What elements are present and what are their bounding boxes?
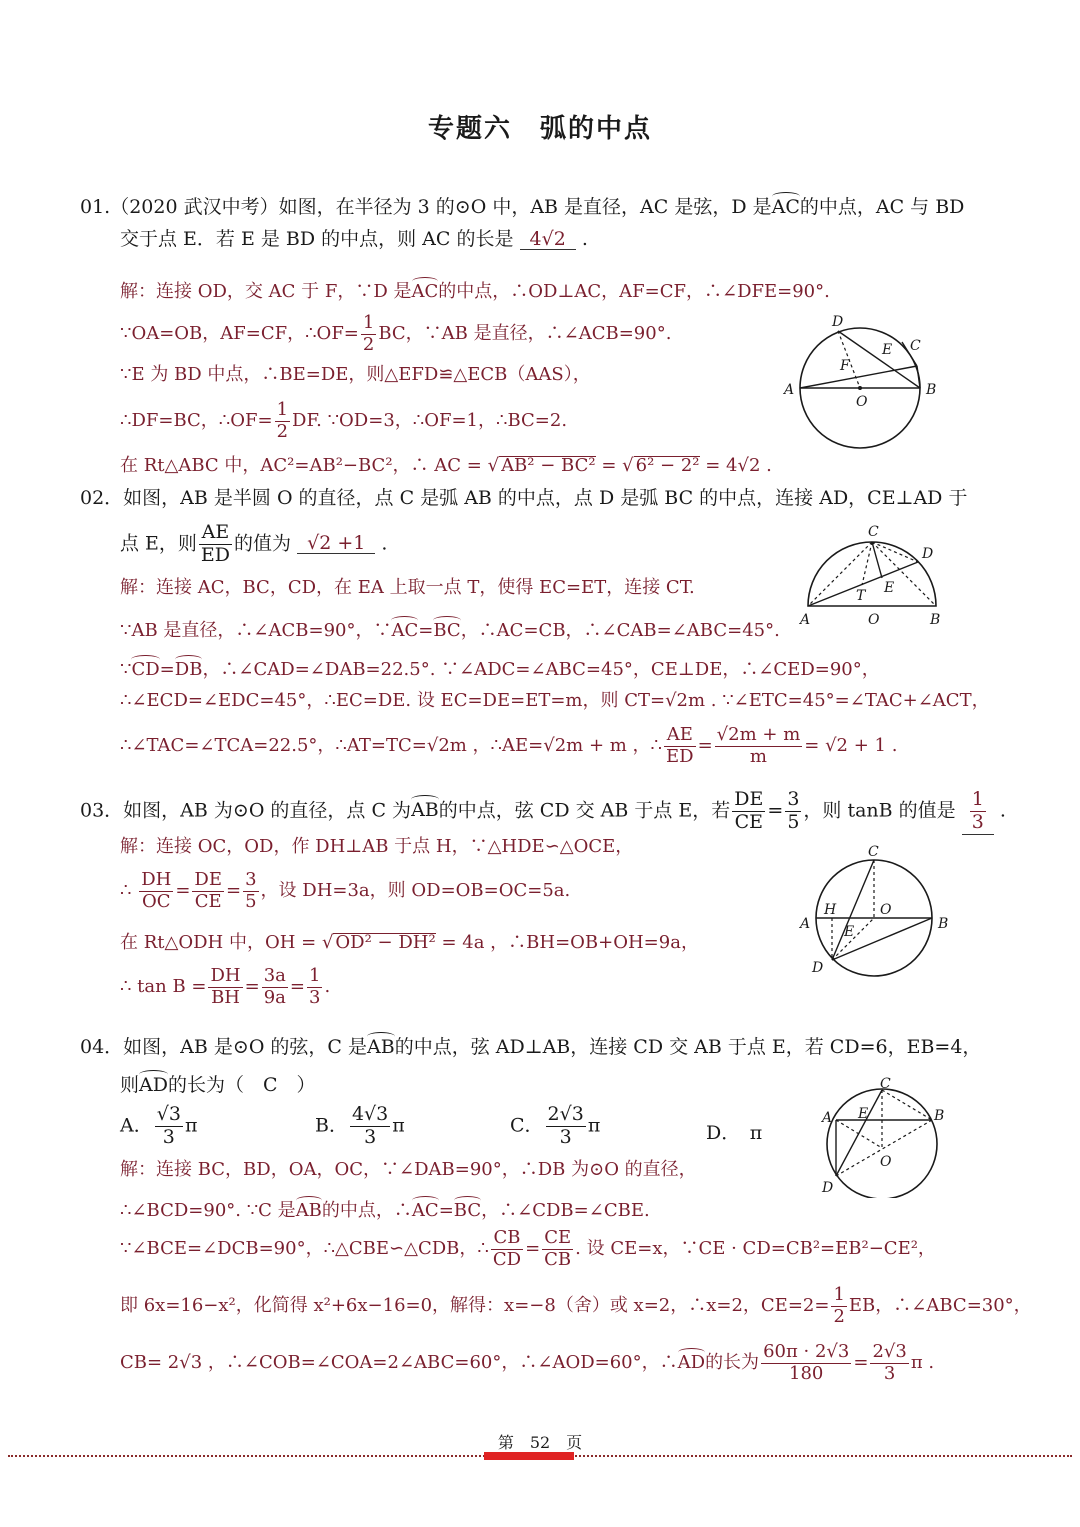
q2-line2: 点 E，则 $\frac{AE}{ED}$ 的值为 √2 +1 . — [120, 521, 388, 566]
q3-text-c: ，则 tanB 的值是 — [803, 799, 956, 822]
q4-option-a[interactable]: A． $\frac{√3}{3}$ π — [120, 1103, 198, 1148]
q4-option-a-label: A． — [120, 1114, 153, 1137]
q4-line1: 04．如图，AB 是⊙O 的弦，C 是AB的中点，弦 AD⊥AB，连接 CD 交 AB 于点 E，若 CD=6，EB=4， — [80, 1036, 982, 1058]
q3-sol-c: = 4a ，∴BH=OB+OH=9a， — [441, 932, 699, 953]
q4-sol-d: ∵∠BCE=∠DCB=90°，∴△CBE∽△CDB，∴ — [120, 1238, 489, 1260]
svg-text:O: O — [880, 1154, 892, 1170]
q1-text-c: 交于点 E．若 E 是 BD 的中点，则 AC 的长是 — [120, 228, 514, 250]
q1-sol-line1 — [120, 279, 830, 301]
q1-sol-d: BC，∵AB 是直径，∴∠ACB=90°. — [378, 323, 672, 345]
svg-text:E: E — [882, 342, 893, 358]
svg-text:D: D — [812, 960, 824, 976]
q1-sol-g: 在 Rt△ABC 中，AC²=AB²−BC²，∴ AC = — [120, 455, 482, 476]
q1-line1 — [80, 194, 964, 217]
q2-sol-line3: ∵CD=DB，∴∠CAD=∠DAB=22.5°. ∵∠ADC=∠ABC=45°，CE⊥DE，∴∠CED=90°， — [120, 659, 880, 680]
q4-text-c: 则 — [120, 1074, 140, 1096]
q4-sol-frac-d: 180 — [789, 1362, 824, 1384]
q2-sol-line2: ∵AB 是直径，∴∠ACB=90°，∵AC=BC，∴AC=CB，∴∠CAB=∠ABC=45°. — [120, 620, 780, 641]
svg-text:H: H — [824, 902, 837, 918]
svg-text:C: C — [910, 338, 921, 354]
q4-sol-e: . 设 CE=x，∵CE · CD=CB²=EB²−CE²， — [575, 1238, 936, 1260]
q2-sol-line4: ∴∠ECD=∠EDC=45°，∴EC=DE. 设 EC=DE=ET=m，则 CT=√2m . ∵∠ETC=45°=∠TAC+∠ACT， — [120, 690, 990, 711]
svg-text:C: C — [880, 1076, 891, 1092]
svg-text:E: E — [858, 1106, 869, 1122]
svg-text:B: B — [930, 612, 941, 628]
q1-sol-line5: 在 Rt△ABC 中，AC²=AB²−BC²，∴ AC = √ AB² − BC² = √ 6² − 2² = 4√2 . — [120, 455, 772, 476]
q1-sqrt-2: 6² − 2² — [635, 455, 700, 476]
q3-sol-d: ∴ tan B = — [120, 976, 207, 998]
q1-sqrt-1: AB² − BC² — [501, 455, 596, 476]
q2-line1: 02．如图，AB 是半圆 O 的直径，点 C 是弧 AB 的中点，点 D 是弧 BC 的中点，连接 AD，CE⊥AD 于 — [80, 487, 968, 509]
q4-sol-line1: 解：连接 BC，BD，OA，OC，∵∠DAB=90°，∴DB 为⊙O 的直径， — [120, 1159, 697, 1180]
q1-figure — [780, 312, 940, 452]
q4-line2: 则AD的长为（ C ） — [120, 1074, 316, 1096]
q3-figure — [796, 842, 956, 977]
svg-text:D: D — [832, 314, 844, 330]
q1-result: = 4√2 . — [705, 455, 772, 476]
q3-text-b: 的中点，弦 CD 交 AB 于点 E，若 — [438, 799, 731, 822]
q4-sol-line3: ∵∠BCE=∠DCB=90°，∴△CBE∽△CDB，∴ $\frac{CB}{CD}$ = $\frac{CE}{CB}$ . 设 CE=x，∵CE · CD=CB²=EB²−CE²， — [120, 1227, 936, 1270]
svg-text:C: C — [868, 844, 879, 860]
q2-sol-frac-d: m — [749, 745, 767, 767]
page-title: 专题六 弧的中点 — [427, 114, 652, 144]
q4-sol-g: EB，∴∠ABC=30°， — [848, 1295, 1032, 1317]
q1-text-b: 的中点，AC 与 BD — [799, 196, 965, 218]
q4-option-b-label: B． — [315, 1114, 348, 1137]
q2-sol-b: ，∴AC=CB，∴∠CAB=∠ABC=45°. — [460, 620, 780, 641]
q2-sol-end: = √2 + 1 . — [804, 735, 898, 757]
q4-sol-h: CB= 2√3 ，∴∠COB=∠COA=2∠ABC=60°，∴∠AOD=60°，∴ — [120, 1352, 678, 1374]
svg-text:O: O — [856, 394, 868, 410]
q3-ans-n: 1 — [971, 788, 984, 810]
q4-sol-line4: 即 6x=16−x²，化简得 x²+6x−16=0，解得：x=−8（舍）或 x=2，∴x=2，CE=2= $\frac{1}{2}$ EB，∴∠ABC=30°， — [120, 1284, 1032, 1327]
q3-text-a: 03．如图，AB 为⊙O 的直径，点 C 为 — [80, 799, 412, 822]
q2-sol-d: ∴∠TAC=∠TCA=22.5°，∴AT=TC=√2m ，∴AE=√2m + m ，∴ — [120, 735, 662, 757]
q4-sol-c: ，∴∠CDB=∠CBE. — [481, 1200, 650, 1221]
svg-text:E: E — [884, 580, 895, 596]
q2-frac-d: ED — [200, 543, 231, 566]
q4-option-c[interactable]: C． $\frac{2√3}{3}$ π — [510, 1103, 601, 1148]
q4-sol-a: ∴∠BCD=90°. ∵C 是 — [120, 1200, 296, 1221]
q2-sol-line1: 解：连接 AC，BC，CD，在 EA 上取一点 T，使得 EC=ET，连接 CT. — [120, 577, 695, 598]
svg-text:B: B — [934, 1108, 945, 1124]
q4-sol-f: 即 6x=16−x²，化简得 x²+6x−16=0，解得：x=−8（舍）或 x=2，∴x=2，CE=2= — [120, 1295, 830, 1317]
q4-sol-line5: CB= 2√3 ，∴∠COB=∠COA=2∠ABC=60°，∴∠AOD=60°，∴AD的长为 $\frac{60\pi \cdot 2√3}{180}$ = $\frac{2√3}{3}$ π . — [120, 1341, 935, 1384]
q3-sol-a: ，设 DH=3a，则 OD=OB=OC=5a. — [260, 880, 571, 902]
q3-sol-line3: 在 Rt△ODH 中，OH = √ OD² − DH² = 4a ，∴BH=OB+OH=9a， — [120, 932, 699, 953]
page-number: 第 52 页 — [497, 1433, 583, 1452]
svg-text:A: A — [822, 1110, 833, 1126]
svg-text:E: E — [844, 924, 855, 940]
q4-sol-i: 的长为 — [705, 1352, 760, 1374]
q3-sol-line1: 解：连接 OC，OD，作 DH⊥AB 于点 H，∵△HDE∽△OCE， — [120, 836, 634, 857]
q1-answer: 4√2 — [520, 230, 576, 250]
q4-option-d[interactable]: D． π — [706, 1122, 763, 1144]
svg-text:D: D — [922, 546, 934, 562]
q1-sol-e: ∴DF=BC，∴OF= — [120, 410, 273, 432]
svg-text:B: B — [938, 916, 949, 932]
arc-ac-2: AC — [411, 281, 439, 302]
svg-text:B: B — [926, 382, 937, 398]
svg-text:D: D — [822, 1180, 834, 1196]
q2-text-b: 的值为 — [234, 532, 292, 555]
q3-sqrt: OD² − DH² — [335, 932, 436, 953]
svg-text:F: F — [840, 358, 850, 374]
q1-sol-line2: ∵OA=OB，AF=CF，∴OF= $\frac{1}{2}$ BC，∵AB 是直径，∴∠ACB=90°. — [120, 312, 672, 355]
svg-text:O: O — [880, 902, 892, 918]
q4-sol-b: 的中点，∴ — [321, 1200, 412, 1221]
svg-text:C: C — [868, 524, 879, 540]
q4-sol-line2: ∴∠BCD=90°. ∵C 是AB的中点，∴AC=BC，∴∠CDB=∠CBE. — [120, 1200, 650, 1221]
q2-text-a: 点 E，则 — [120, 532, 197, 555]
q2-sol-line5: ∴∠TAC=∠TCA=22.5°，∴AT=TC=√2m ，∴AE=√2m + m ，∴ $\frac{AE}{ED}$ = $\frac{√2m + m}{m}$ = √2 + 1 . — [120, 724, 898, 767]
q4-text-b: 的中点，弦 AD⊥AB，连接 CD 交 AB 于点 E，若 CD=6，EB=4， — [394, 1036, 982, 1058]
q4-text-d: 的长为（ C ） — [167, 1074, 316, 1096]
q4-sol-end: π . — [910, 1352, 935, 1374]
q1-line2: 交于点 E．若 E 是 BD 的中点，则 AC 的长是 4√2 . — [120, 228, 588, 250]
q3-sol-line4: ∴ tan B = $\frac{DH}{BH}$ = $\frac{3a}{9a}$ = $\frac{1}{3}$ . — [120, 965, 331, 1008]
q2-figure — [798, 522, 948, 632]
svg-text:A: A — [784, 382, 795, 398]
q2-sol-frac-n: √2m + m — [716, 724, 801, 745]
q2-frac-n: AE — [199, 522, 232, 545]
arc-ac: AC — [771, 196, 800, 218]
q1-eq: = — [601, 455, 617, 476]
q1-sol-line4: ∴DF=BC，∴OF= $\frac{1}{2}$ DF. ∵OD=3，∴OF=1，∴BC=2. — [120, 399, 568, 442]
q3-sol-b: 在 Rt△ODH 中，OH = — [120, 932, 317, 953]
q3-ans-d: 3 — [971, 810, 984, 833]
q2-sol-c: ，∴∠CAD=∠DAB=22.5°. ∵∠ADC=∠ABC=45°，CE⊥DE，∴∠CED=90°， — [202, 659, 880, 680]
svg-text:A: A — [800, 916, 811, 932]
svg-text:T: T — [856, 588, 866, 604]
q4-sol-frac-n: 60π · 2√3 — [763, 1341, 850, 1362]
q4-figure — [814, 1076, 954, 1198]
q2-answer: √2 +1 — [297, 534, 375, 554]
q4-option-b[interactable]: B． $\frac{4√3}{3}$ π — [315, 1103, 405, 1148]
q4-text-a: 04．如图，AB 是⊙O 的弦，C 是 — [80, 1036, 368, 1058]
q1-sol-b: 的中点，∴OD⊥AC，AF=CF，∴∠DFE=90°. — [438, 281, 830, 302]
q3-line1: 03．如图，AB 为⊙O 的直径，点 C 为AB的中点，弦 CD 交 AB 于点 E，若 $\frac{DE}{CE}$ = $\frac{3}{5}$ ，则 tanB 的值是 $\frac{1}{3}$ . — [80, 788, 1006, 833]
q1-sol-line3: ∵E 为 BD 中点，∴BE=DE，则△EFD≌△ECB（AAS）， — [120, 364, 591, 385]
q2-sol-a: ∵AB 是直径，∴∠ACB=90°，∵ — [120, 620, 392, 641]
q1-text-a: 01.（2020 武汉中考）如图，在半径为 3 的⊙O 中，AB 是直径，AC 是弦，D 是 — [80, 196, 772, 218]
svg-text:O: O — [868, 612, 880, 628]
q1-sol-a: 解：连接 OD，交 AC 于 F，∵D 是 — [120, 281, 412, 302]
q3-sol-line2: ∴ $\frac{DH}{OC}$ = $\frac{DE}{CE}$ = $\frac{3}{5}$ ，设 DH=3a，则 OD=OB=OC=5a. — [120, 869, 571, 912]
footer-accent-bar — [484, 1452, 574, 1460]
svg-text:A: A — [800, 612, 811, 628]
q4-option-c-label: C． — [510, 1114, 544, 1137]
q1-sol-f: DF. ∵OD=3，∴OF=1，∴BC=2. — [292, 410, 568, 432]
q1-sol-c: ∵OA=OB，AF=CF，∴OF= — [120, 323, 359, 345]
